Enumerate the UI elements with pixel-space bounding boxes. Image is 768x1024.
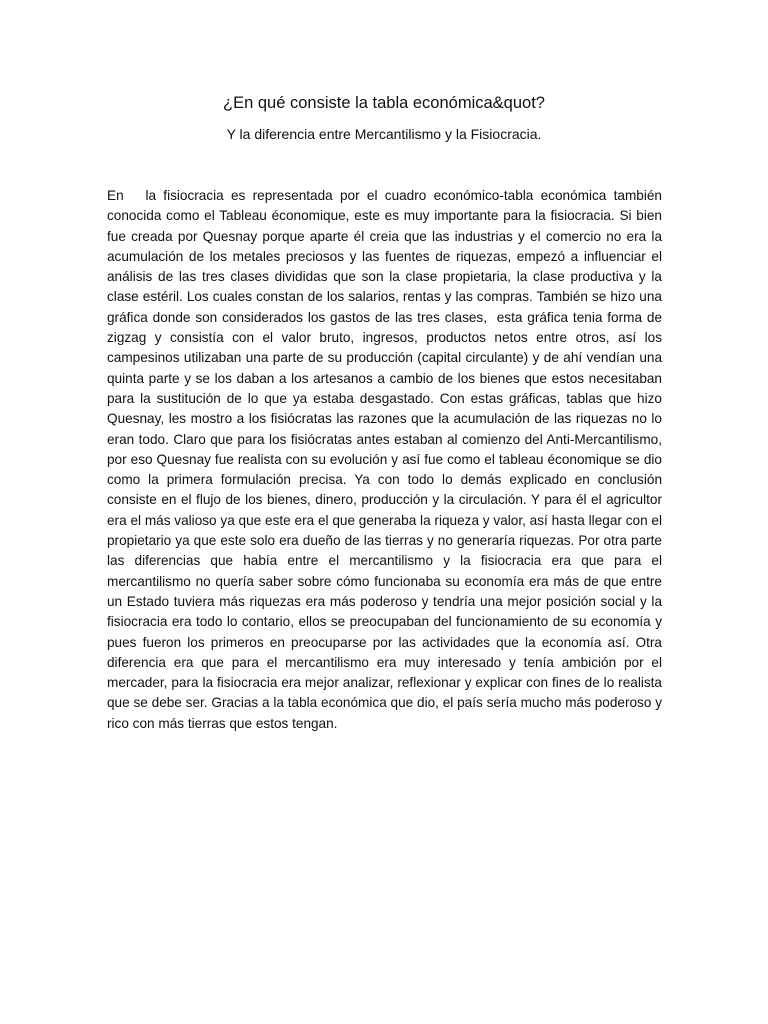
body-paragraph: En la fisiocracia es representada por el cuadro económico-tabla económica también conocida como el Tableau économique, este es muy importante para la fisiocracia. Si bien fue creada por Quesnay porque aparte él creia que las industrias y el comercio no era la acumulación de los metales preciosos y las fuentes de riquezas, empezó a influenciar el análisis de las tres clases divididas que son la clase propietaria, la clase productiva y la clase estéril. Los cuales constan de los salarios, rentas y las compras. También se hizo una gráfica donde son considerados los gastos de las tres clases, esta gráfica tenia forma de zigzag y consistía con el valor bruto, ingresos, productos netos entre otros, así los campesinos utilizaban una parte de su producción (capital circulante) y de ahí vendían una quinta parte y se los daban a los artesanos a cambio de los bienes que estos necesitaban para la sustitución de lo que ya estaba desgastado. Con estas gráficas, tablas que hizo Quesnay, les mostro a los fisiócratas las razones que la acumulación de las riquezas no lo eran todo. Claro que para los fisiócratas antes estaban al comienzo del Anti-Mercantilismo, por eso Quesnay fue realista con su evolución y así fue como el tableau économique se dio como la primera formulación precisa. Ya con todo lo demás explicado en conclusión consiste en el flujo de los bienes, dinero, producción y la circulación. Y para él el agricultor era el más valioso ya que este era el que generaba la riqueza y valor, así hasta llegar con el propietario ya que este solo era dueño de las tierras y no generaría riquezas. Por otra parte las diferencias que había entre el mercantilismo y la fisiocracia era que para el mercantilismo no quería saber sobre cómo funcionaba su economía era más de que entre un Estado tuviera más riquezas era más poderoso y tendría una mejor posición social y la fisiocracia era todo lo contario, ellos se preocupaban del funcionamiento de su economía y pues fueron los primeros en preocuparse por las actividades que la economía así. Otra diferencia era que para el mercantilismo era muy interesado y tenía ambición por el mercader, para la fisiocracia era mejor analizar, reflexionar y explicar con fines de lo realista que se debe ser. Gracias a la tabla económica que dio, el país sería mucho más poderoso y rico con más tierras que estos tengan. [107,188,666,731]
document-title: ¿En qué consiste la tabla económica&quot? [223,94,545,112]
document-subtitle: Y la diferencia entre Mercantilismo y la Fisiocracia. [226,126,542,142]
